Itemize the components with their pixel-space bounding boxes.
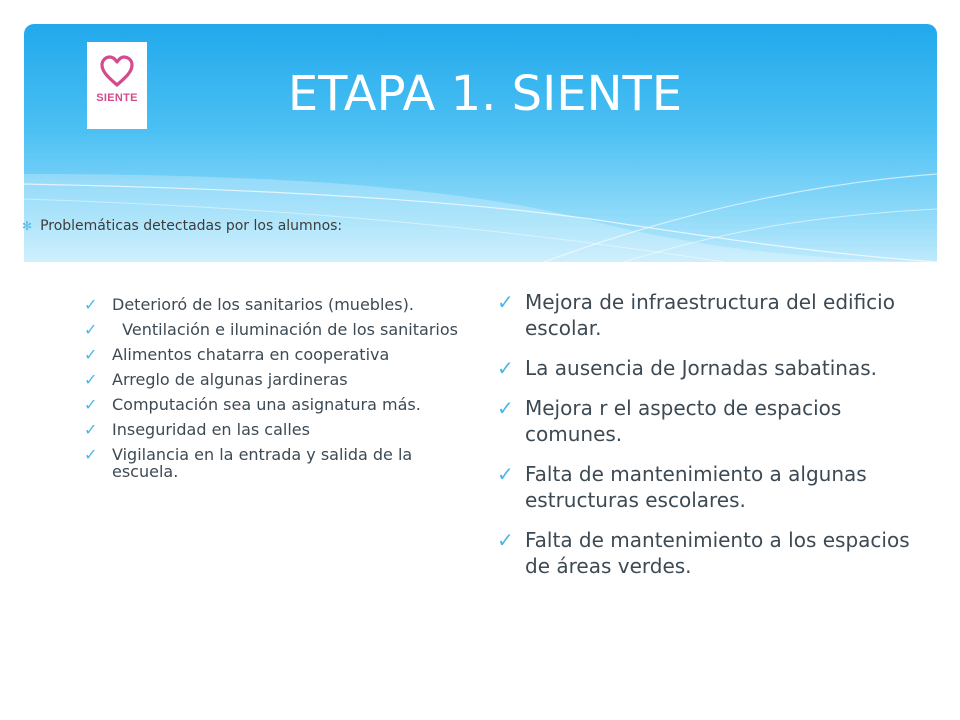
list-item: ✓ Alimentos chatarra en cooperativa	[84, 345, 390, 364]
checkmark-icon: ✓	[84, 420, 98, 439]
list-item: ✓ Mejora r el aspecto de espacios comunes.	[497, 396, 842, 446]
right-problem-list	[497, 289, 917, 593]
checkmark-icon: ✓	[497, 528, 514, 552]
slide-title: ETAPA 1. SIENTE	[287, 66, 683, 122]
heart-icon	[99, 54, 135, 88]
checkmark-icon: ✓	[84, 345, 98, 364]
list-item: ✓ La ausencia de Jornadas sabatinas.	[497, 356, 878, 380]
subtitle-text: Problemáticas detectadas por los alumnos:	[40, 218, 343, 234]
list-item: ✓ Deterioró de los sanitarios (muebles).	[84, 295, 414, 314]
checkmark-icon: ✓	[84, 295, 98, 314]
checkmark-icon: ✓	[84, 370, 98, 389]
list-item: ✓ Arreglo de algunas jardineras	[84, 370, 348, 389]
subtitle	[22, 218, 342, 234]
checkmark-icon: ✓	[497, 356, 514, 380]
checkmark-icon: ✓	[84, 445, 98, 464]
list-item: ✓ Inseguridad en las calles	[84, 420, 310, 439]
left-problem-list	[84, 296, 464, 488]
asterisk-bullet-icon: ✻	[22, 219, 33, 233]
checkmark-icon: ✓	[497, 462, 514, 486]
checkmark-icon: ✓	[497, 396, 514, 420]
checkmark-icon: ✓	[84, 320, 98, 339]
list-item: ✓ Ventilación e iluminación de los sanitarios	[84, 320, 458, 339]
siente-logo	[87, 42, 147, 129]
list-item: ✓ Vigilancia en la entrada y salida de la escuela.	[84, 445, 413, 481]
list-item: ✓ Falta de mantenimiento a los espacios de áreas verdes.	[497, 528, 910, 578]
list-item: ✓ Computación sea una asignatura más.	[84, 395, 421, 414]
logo-label: SIENTE	[96, 92, 138, 104]
checkmark-icon: ✓	[497, 290, 514, 314]
checkmark-icon: ✓	[84, 395, 98, 414]
list-item: ✓ Mejora de infraestructura del edificio escolar.	[497, 290, 895, 340]
list-item: ✓ Falta de mantenimiento a algunas estructuras escolares.	[497, 462, 867, 512]
